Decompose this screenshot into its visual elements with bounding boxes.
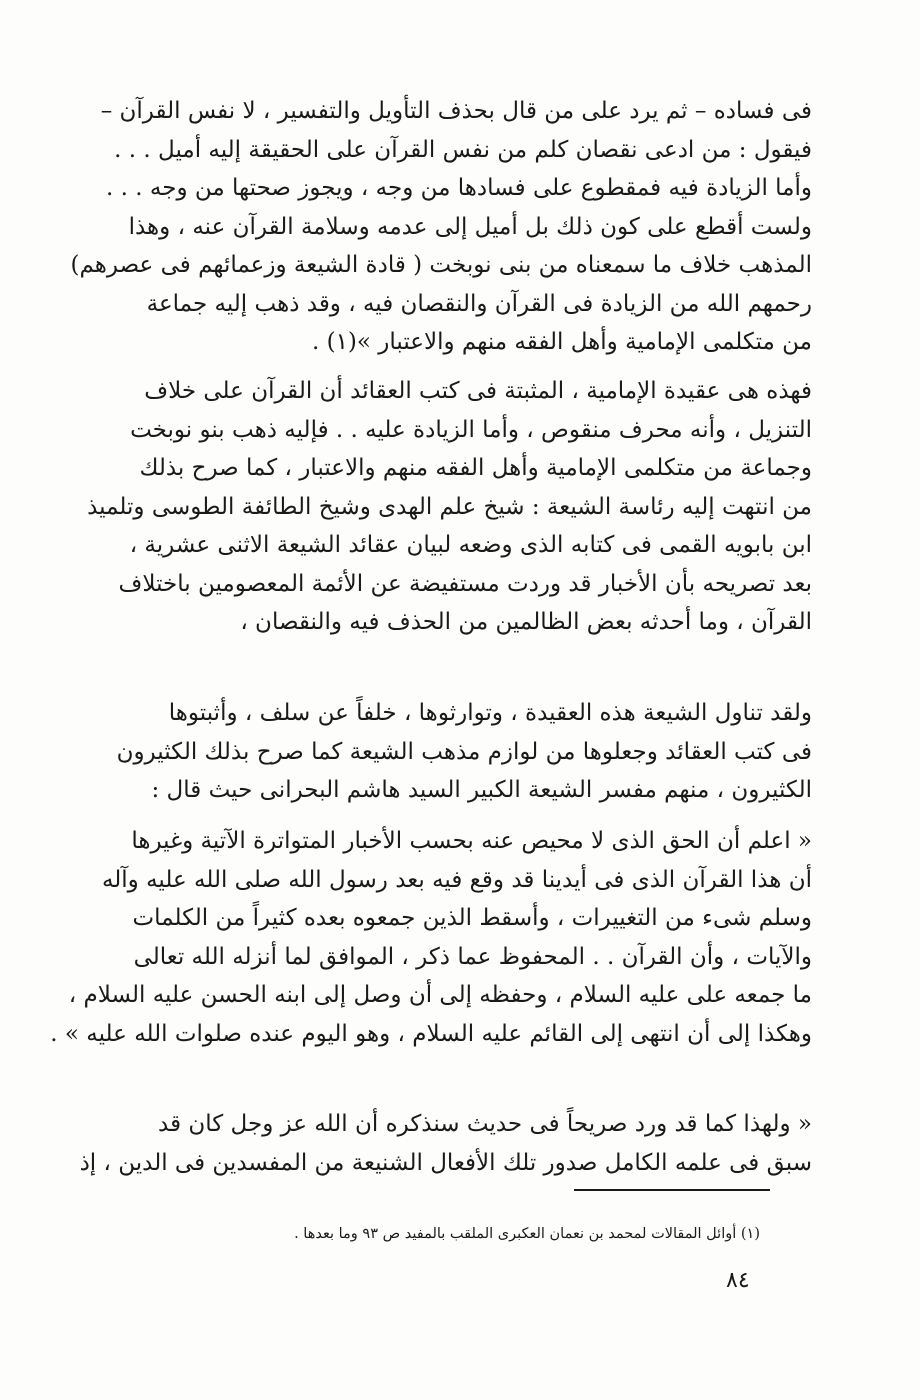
- text-line: التنزيل ، وأنه محرف منقوص ، وأما الزيادة عليه . . فإليه ذهب بنو نوبخت: [130, 416, 812, 443]
- footnote-divider: [574, 1189, 770, 1191]
- text-line: أن هذا القرآن الذى فى أيدينا قد وقع فيه بعد رسول الله صلى الله عليه وآله: [101, 866, 812, 893]
- text-line: من متكلمى الإمامية وأهل الفقه منهم والاعتبار »(١) .: [311, 329, 812, 355]
- text-line: فى فساده – ثم يرد على من قال بحذف التأويل والتفسير ، لا نفس القرآن –: [100, 98, 812, 124]
- text-line: وجماعة من متكلمى الإمامية وأهل الفقه منهم والاعتبار ، كما صرح بذلك: [139, 455, 812, 481]
- text-line: المذهب خلاف ما سمعناه من بنى نوبخت ( قادة الشيعة وزعمائهم فى عصرهم): [70, 252, 812, 278]
- text-line: فهذه هى عقيدة الإمامية ، المثبتة فى كتب العقائد أن القرآن على خلاف: [144, 378, 812, 404]
- paragraph-1: [70, 92, 812, 362]
- text-line: الكثيرون ، منهم مفسر الشيعة الكبير السيد هاشم البحرانى حيث قال :: [151, 777, 812, 803]
- page-number: ٨٤: [726, 1268, 750, 1293]
- text-line: فى كتب العقائد وجعلوها من لوازم مذهب الشيعة كما صرح بذلك الكثيرون: [116, 738, 812, 765]
- text-line: القرآن ، وما أحدثه بعض الظالمين من الحذف فيه والنقصان ،: [240, 609, 812, 635]
- paragraph-2: [87, 372, 812, 642]
- text-line: ولقد تناول الشيعة هذه العقيدة ، وتوارثوها ، خلفاً عن سلف ، وأثبتوها: [168, 700, 812, 726]
- text-line: ولست أقطع على كون ذلك بل أميل إلى عدمه وسلامة القرآن عنه ، وهذا: [128, 213, 812, 240]
- text-line: والآيات ، وأن القرآن . . المحفوظ عما ذكر ، الموافق لما أنزله الله تعالى: [133, 943, 812, 970]
- quotation-paragraph-1: [50, 822, 812, 1053]
- text-line: وهكذا إلى أن انتهى إلى القائم عليه السلام ، وهو اليوم عنده صلوات الله عليه » .: [50, 1020, 812, 1047]
- text-line: وسلم شىء من التغييرات ، وأسقط الذين جمعوه بعده كثيراً من الكلمات: [132, 905, 812, 931]
- text-line: رحمهم الله من الزيادة فى القرآن والنقصان فيه ، وقد ذهب إليه جماعة: [146, 290, 812, 317]
- text-line: « اعلم أن الحق الذى لا محيص عنه بحسب الأخبار المتواترة الآتية وغيرها: [131, 828, 812, 854]
- text-line: وأما الزيادة فيه فمقطوع على فسادها من وجه ، ويجوز صحتها من وجه . . .: [106, 175, 812, 201]
- text-line: من انتهت إليه رئاسة الشيعة : شيخ علم الهدى وشيخ الطائفة الطوسى وتلميذ: [87, 493, 812, 520]
- paragraph-3: [116, 694, 812, 810]
- text-line: فيقول : من ادعى نقصان كلم من نفس القرآن على الحقيقة إليه أميل . . .: [114, 136, 812, 163]
- text-line: بعد تصريحه بأن الأخبار قد وردت مستفيضة عن الأئمة المعصومين باختلاف: [118, 570, 812, 597]
- footnote: (١) أوائل المقالات لمحمد بن نعمان العكبرى الملقب بالمفيد ص ٩٣ وما بعدها .: [294, 1226, 760, 1242]
- text-line: ابن بابويه القمى فى كتابه الذى وضعه لبيان عقائد الشيعة الاثنى عشرية ،: [129, 532, 812, 558]
- quotation-paragraph-2: [79, 1105, 812, 1182]
- text-line: سبق فى علمه الكامل صدور تلك الأفعال الشنيعة من المفسدين فى الدين ، إذ: [79, 1149, 812, 1176]
- text-line: ما جمعه على عليه السلام ، وحفظه إلى أن وصل إلى ابنه الحسن عليه السلام ،: [68, 982, 812, 1008]
- text-line: « ولهذا كما قد ورد صريحاً فى حديث سنذكره أن الله عز وجل كان قد: [158, 1111, 812, 1137]
